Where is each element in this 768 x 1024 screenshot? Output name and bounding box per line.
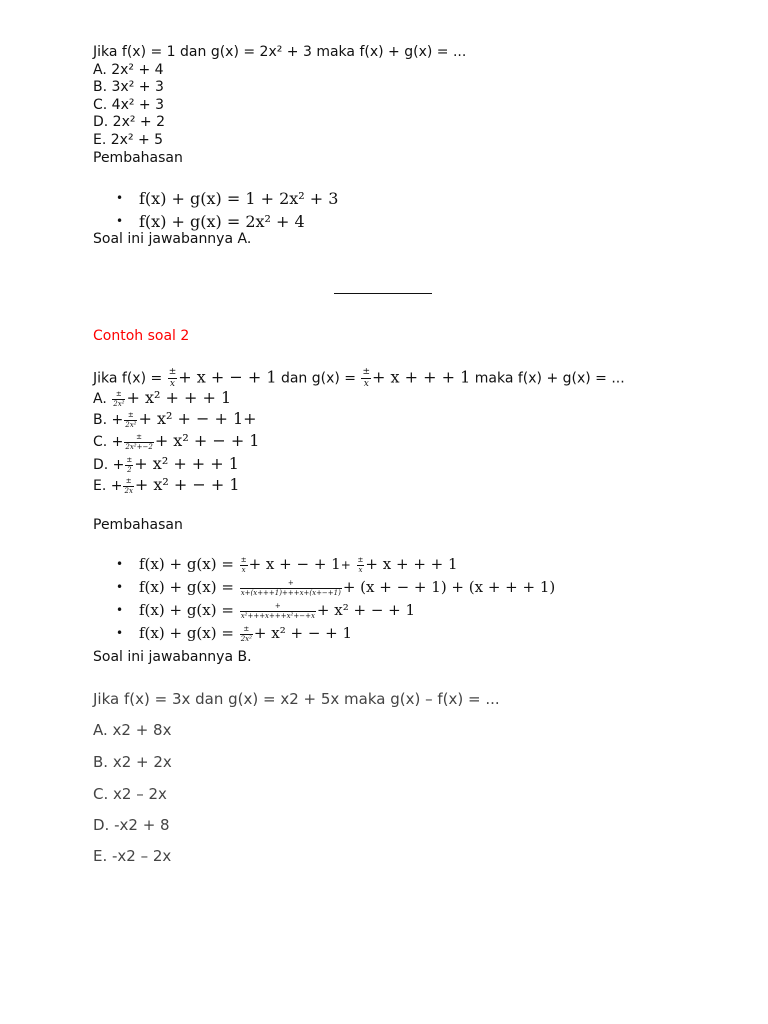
problem2-answer: Soal ini jawabannya B. (93, 649, 252, 665)
bullet-icon: • (116, 557, 124, 571)
fraction: $\frac{\pm}{2x}$ (124, 476, 133, 495)
bullet-icon: • (116, 191, 124, 205)
problem1-question: Jika f(x) = 1 dan g(x) = 2x² + 3 maka f(x) + g(x) = ... (93, 44, 467, 60)
fraction: $\frac{\pm}{\text{2x²}}$ (113, 389, 125, 408)
problem3-option-b: B. x2 + 2x (93, 753, 172, 771)
problem1-answer: Soal ini jawabannya A. (93, 231, 252, 247)
list-item: • f(x) + g(x) = $\frac{+}{x+(x+++1)+++x+(x+-+1)}$ + (x + − + 1) + (x + + + 1) (93, 576, 555, 599)
fraction: $\frac{+}{\text{x²+++x+++x²+−+x}}$ (240, 601, 315, 620)
problem1-option-a: A. 2x² + 4 (93, 62, 164, 78)
list-item (93, 187, 338, 210)
fraction: $\frac{\pm}{\text{2x²+−2}}$ (125, 432, 153, 451)
problem3-option-e: E. -x2 – 2x (93, 847, 172, 865)
problem1-option-b: B. 3x² + 3 (93, 79, 164, 95)
problem3-option-a: A. x2 + 8x (93, 721, 172, 739)
problem1-option-d: D. 2x² + 2 (93, 114, 166, 130)
problem2-option-a: A. $\frac{\pm}{\text{2x²}}$ + x² + + + 1 (93, 388, 232, 408)
bullet-icon: • (116, 603, 124, 617)
problem2-option-c: C. + $\frac{\pm}{\text{2x²+−2}}$ + x² + − + 1 (93, 431, 260, 451)
fraction: $\frac{\pm}{x}$ (240, 555, 247, 574)
problem3-option-d: D. -x2 + 8 (93, 816, 170, 834)
problem2-steps (93, 553, 555, 645)
problem2-discussion-heading: Pembahasan (93, 517, 183, 533)
fraction: $\frac{+}{x+(x+++1)+++x+(x+-+1)}$ (240, 578, 341, 597)
bullet-icon: • (116, 214, 124, 228)
problem2-option-e: E. + $\frac{\pm}{2x}$ + x² + − + 1 (93, 475, 240, 495)
list-item: • f(x) + g(x) = $\frac{\pm}{x}$ + x + − + 1+ $\frac{\pm}{x}$ + x + + + 1 (93, 553, 555, 576)
problem1-discussion-heading: Pembahasan (93, 150, 183, 166)
problem3-option-c: C. x2 – 2x (93, 785, 167, 803)
problem3-question: Jika f(x) = 3x dan g(x) = x2 + 5x maka g(x) – f(x) = ... (93, 690, 500, 708)
list-item (93, 210, 338, 233)
fraction: $\frac{\pm}{x}$ (357, 555, 364, 574)
problem2-option-b: B. + $\frac{\pm}{\text{2x²}}$ + x² + − + 1+ (93, 409, 257, 429)
bullet-icon: • (116, 580, 124, 594)
fraction: $\frac{\pm}{2}$ (126, 455, 133, 474)
problem1-step-1: f(x) + g(x) = 1 + 2x² + 3 (139, 189, 339, 208)
problem2-title: Contoh soal 2 (93, 328, 190, 344)
bullet-icon: • (116, 626, 124, 640)
problem2-question: Jika f(x) = $\frac{\pm}{x}$ + x + − + 1 dan g(x) = $\frac{\pm}{x}$ + x + + + 1 maka f(x) + g(x) = ... (93, 367, 625, 389)
list-item: • f(x) + g(x) = $\frac{+}{\text{x²+++x+++x²+−+x}}$ + x² + − + 1 (93, 599, 555, 622)
fraction: $\frac{\pm}{\text{2x²}}$ (125, 410, 137, 429)
problem1-steps (93, 187, 338, 233)
fraction: $\frac{\pm}{x}$ (168, 367, 177, 389)
problem1-step-2: f(x) + g(x) = 2x² + 4 (139, 212, 305, 231)
fraction: $\frac{\pm}{\text{2x²}}$ (240, 624, 252, 643)
problem1-option-e: E. 2x² + 5 (93, 132, 164, 148)
list-item: • f(x) + g(x) = $\frac{\pm}{\text{2x²}}$ + x² + − + 1 (93, 622, 555, 645)
section-divider (334, 293, 432, 294)
problem2-option-d: D. + $\frac{\pm}{2}$ + x² + + + 1 (93, 454, 239, 474)
fraction: $\frac{\pm}{x}$ (362, 367, 371, 389)
problem1-option-c: C. 4x² + 3 (93, 97, 165, 113)
